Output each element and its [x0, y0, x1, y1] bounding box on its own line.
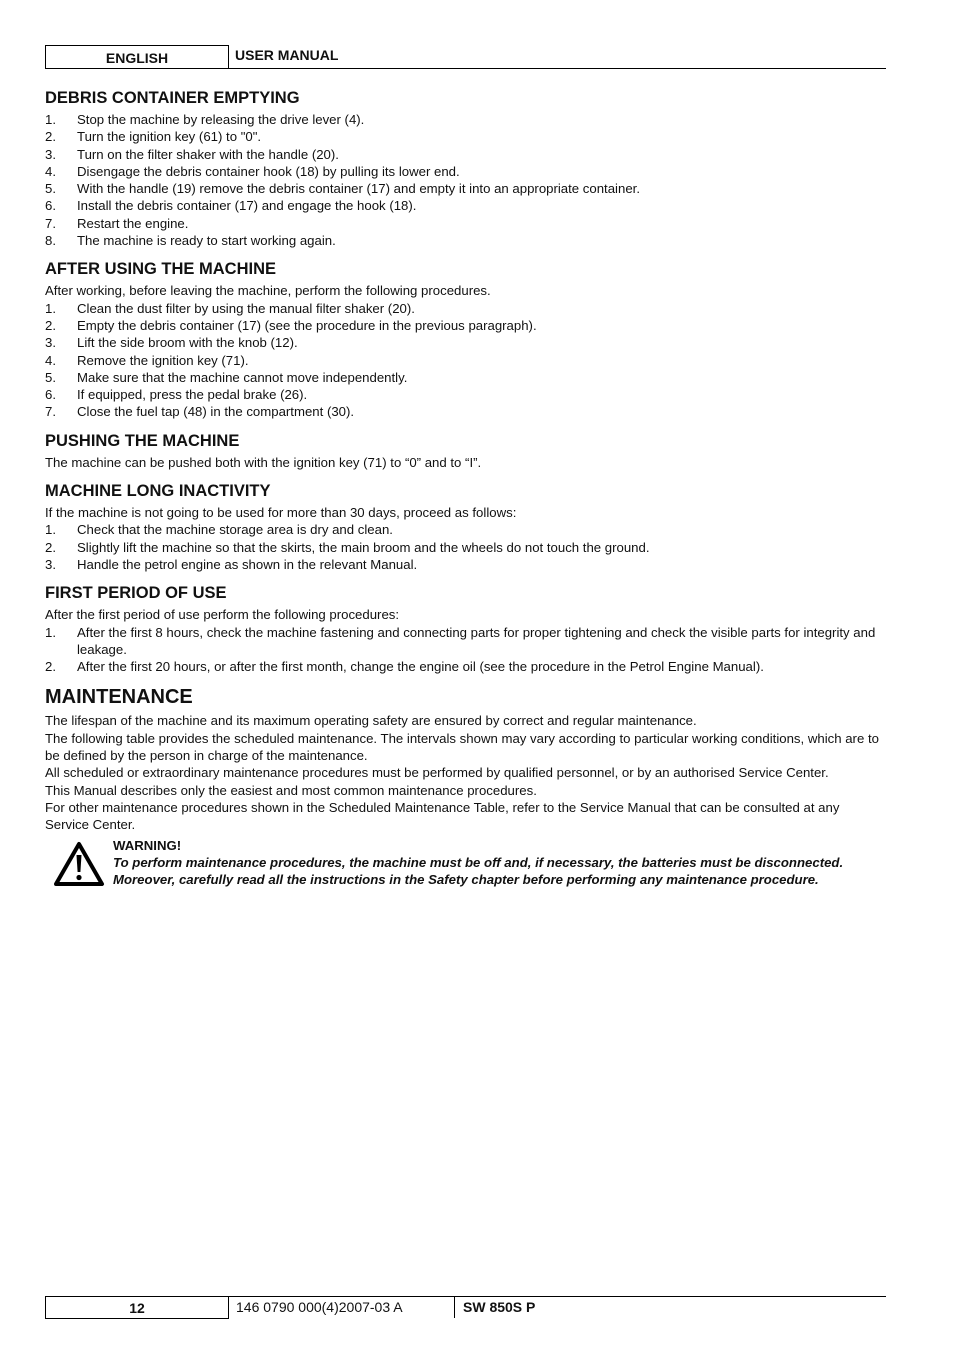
warning-line: Moreover, carefully read all the instructions in the Safety chapter before performing any maintenance procedure.	[113, 872, 819, 888]
list-item-text: Check that the machine storage area is dry and clean.	[77, 522, 393, 538]
model-name: SW 850S P	[463, 1299, 536, 1315]
step-list	[45, 300, 887, 421]
list-item	[45, 180, 887, 197]
section	[45, 583, 887, 675]
list-item-number: 5.	[45, 369, 56, 385]
list-item	[45, 403, 887, 420]
warning-line: To perform maintenance procedures, the machine must be off and, if necessary, the batteries must be disconnected.	[113, 854, 844, 870]
list-item-text: Handle the petrol engine as shown in the relevant Manual.	[77, 556, 418, 572]
step-list	[45, 624, 887, 676]
list-item	[45, 386, 887, 403]
section	[45, 88, 887, 249]
list-item-number: 4.	[45, 163, 56, 179]
list-item	[45, 334, 887, 351]
list-item	[45, 232, 887, 249]
section	[45, 431, 887, 471]
list-item-number: 4.	[45, 352, 56, 368]
header-language: ENGLISH	[45, 45, 229, 69]
maintenance-paragraph: This Manual describes only the easiest and most common maintenance procedures.	[45, 782, 537, 798]
list-item-text: Install the debris container (17) and engage the hook (18).	[77, 198, 417, 214]
list-item	[45, 624, 887, 659]
list-item	[45, 658, 887, 675]
section-intro: The machine can be pushed both with the ignition key (71) to “0” and to “I”.	[45, 454, 482, 470]
list-item	[45, 521, 887, 538]
list-item-text: Turn the ignition key (61) to "0".	[77, 129, 262, 145]
section-intro: After the first period of use perform the following procedures:	[45, 607, 400, 623]
list-item-number: 7.	[45, 215, 56, 231]
list-item-number: 2.	[45, 539, 56, 555]
list-item-number: 3.	[45, 146, 56, 162]
list-item-number: 3.	[45, 335, 56, 351]
list-item	[45, 197, 887, 214]
list-item-text: If equipped, press the pedal brake (26).	[77, 387, 308, 403]
warning-block	[45, 837, 887, 889]
list-item-number: 1.	[45, 624, 56, 640]
maintenance-paragraph: The following table provides the scheduled maintenance. The intervals shown may vary according to particular working conditions, which are to be defined by the person in charge of the maintenance.	[45, 730, 879, 764]
warning-triangle-icon	[53, 841, 105, 887]
list-item-text: Close the fuel tap (48) in the compartment (30).	[77, 404, 355, 420]
footer-rule	[228, 1296, 886, 1297]
list-item-text: Clean the dust filter by using the manual filter shaker (20).	[77, 300, 415, 316]
list-item	[45, 215, 887, 232]
list-item	[45, 539, 887, 556]
document-code: 146 0790 000(4)2007-03 A	[236, 1299, 403, 1315]
list-item	[45, 556, 887, 573]
list-item	[45, 317, 887, 334]
list-item	[45, 128, 887, 145]
list-item-text: Stop the machine by releasing the drive lever (4).	[77, 112, 365, 127]
list-item-number: 2.	[45, 659, 56, 675]
list-item-number: 3.	[45, 556, 56, 572]
maintenance-paragraph: For other maintenance procedures shown in the Scheduled Maintenance Table, refer to the Service Manual that can be consulted at any Service Center.	[45, 799, 840, 833]
list-item	[45, 369, 887, 386]
list-item-text: With the handle (19) remove the debris container (17) and empty it into an appropriate container.	[77, 181, 640, 197]
section-intro: After working, before leaving the machine, perform the following procedures.	[45, 283, 491, 299]
step-list	[45, 521, 887, 573]
list-item-text: Turn on the filter shaker with the handle (20).	[77, 146, 339, 162]
section-heading: FIRST PERIOD OF USE	[45, 584, 227, 603]
section-heading: DEBRIS CONTAINER EMPTYING	[45, 89, 300, 107]
footer-divider	[454, 1296, 455, 1318]
page-header	[45, 45, 886, 69]
section-heading: MACHINE LONG INACTIVITY	[45, 482, 271, 501]
list-item-number: 1.	[45, 112, 56, 127]
section-heading: AFTER USING THE MACHINE	[45, 260, 276, 279]
list-item-text: Remove the ignition key (71).	[77, 352, 249, 368]
maintenance-paragraph: The lifespan of the machine and its maximum operating safety are ensured by correct and regular maintenance.	[45, 713, 697, 729]
maintenance-heading: MAINTENANCE	[45, 686, 193, 709]
list-item	[45, 111, 887, 128]
list-item-text: Slightly lift the machine so that the skirts, the main broom and the wheels do not touch the ground.	[77, 539, 650, 555]
list-item-text: After the first 8 hours, check the machine fastening and connecting parts for proper tightening and check the visible parts for integrity and leakage.	[77, 624, 876, 657]
list-item	[45, 146, 887, 163]
list-item-number: 7.	[45, 404, 56, 420]
list-item-number: 5.	[45, 181, 56, 197]
warning-title: WARNING!	[113, 837, 182, 853]
list-item-number: 1.	[45, 300, 56, 316]
list-item-number: 6.	[45, 198, 56, 214]
section	[45, 481, 887, 573]
header-manual-title: USER MANUAL	[235, 47, 339, 63]
page-number: 12	[45, 1296, 229, 1319]
maintenance-section	[45, 685, 887, 888]
page-content	[45, 88, 887, 888]
list-item-text: After the first 20 hours, or after the first month, change the engine oil (see the procedure in the Petrol Engine Manual).	[77, 659, 764, 675]
list-item-text: The machine is ready to start working again.	[77, 233, 336, 249]
list-item-number: 2.	[45, 129, 56, 145]
list-item	[45, 300, 887, 317]
list-item-text: Empty the debris container (17) (see the procedure in the previous paragraph).	[77, 317, 537, 333]
sections-container	[45, 88, 887, 675]
list-item-number: 8.	[45, 233, 56, 249]
step-list	[45, 111, 887, 249]
section	[45, 259, 887, 420]
maintenance-paragraphs	[45, 712, 887, 833]
list-item-text: Restart the engine.	[77, 215, 189, 231]
page-footer	[45, 1296, 886, 1320]
list-item-number: 1.	[45, 522, 56, 538]
list-item	[45, 352, 887, 369]
list-item-number: 2.	[45, 317, 56, 333]
list-item-text: Disengage the debris container hook (18) by pulling its lower end.	[77, 163, 460, 179]
list-item-number: 6.	[45, 387, 56, 403]
maintenance-paragraph: All scheduled or extraordinary maintenance procedures must be performed by qualified personnel, or by an authorised Service Center.	[45, 765, 829, 781]
list-item-text: Make sure that the machine cannot move independently.	[77, 369, 408, 385]
list-item-text: Lift the side broom with the knob (12).	[77, 335, 298, 351]
section-intro: If the machine is not going to be used for more than 30 days, proceed as follows:	[45, 505, 517, 521]
list-item	[45, 163, 887, 180]
header-rule	[228, 68, 886, 69]
section-heading: PUSHING THE MACHINE	[45, 431, 240, 450]
